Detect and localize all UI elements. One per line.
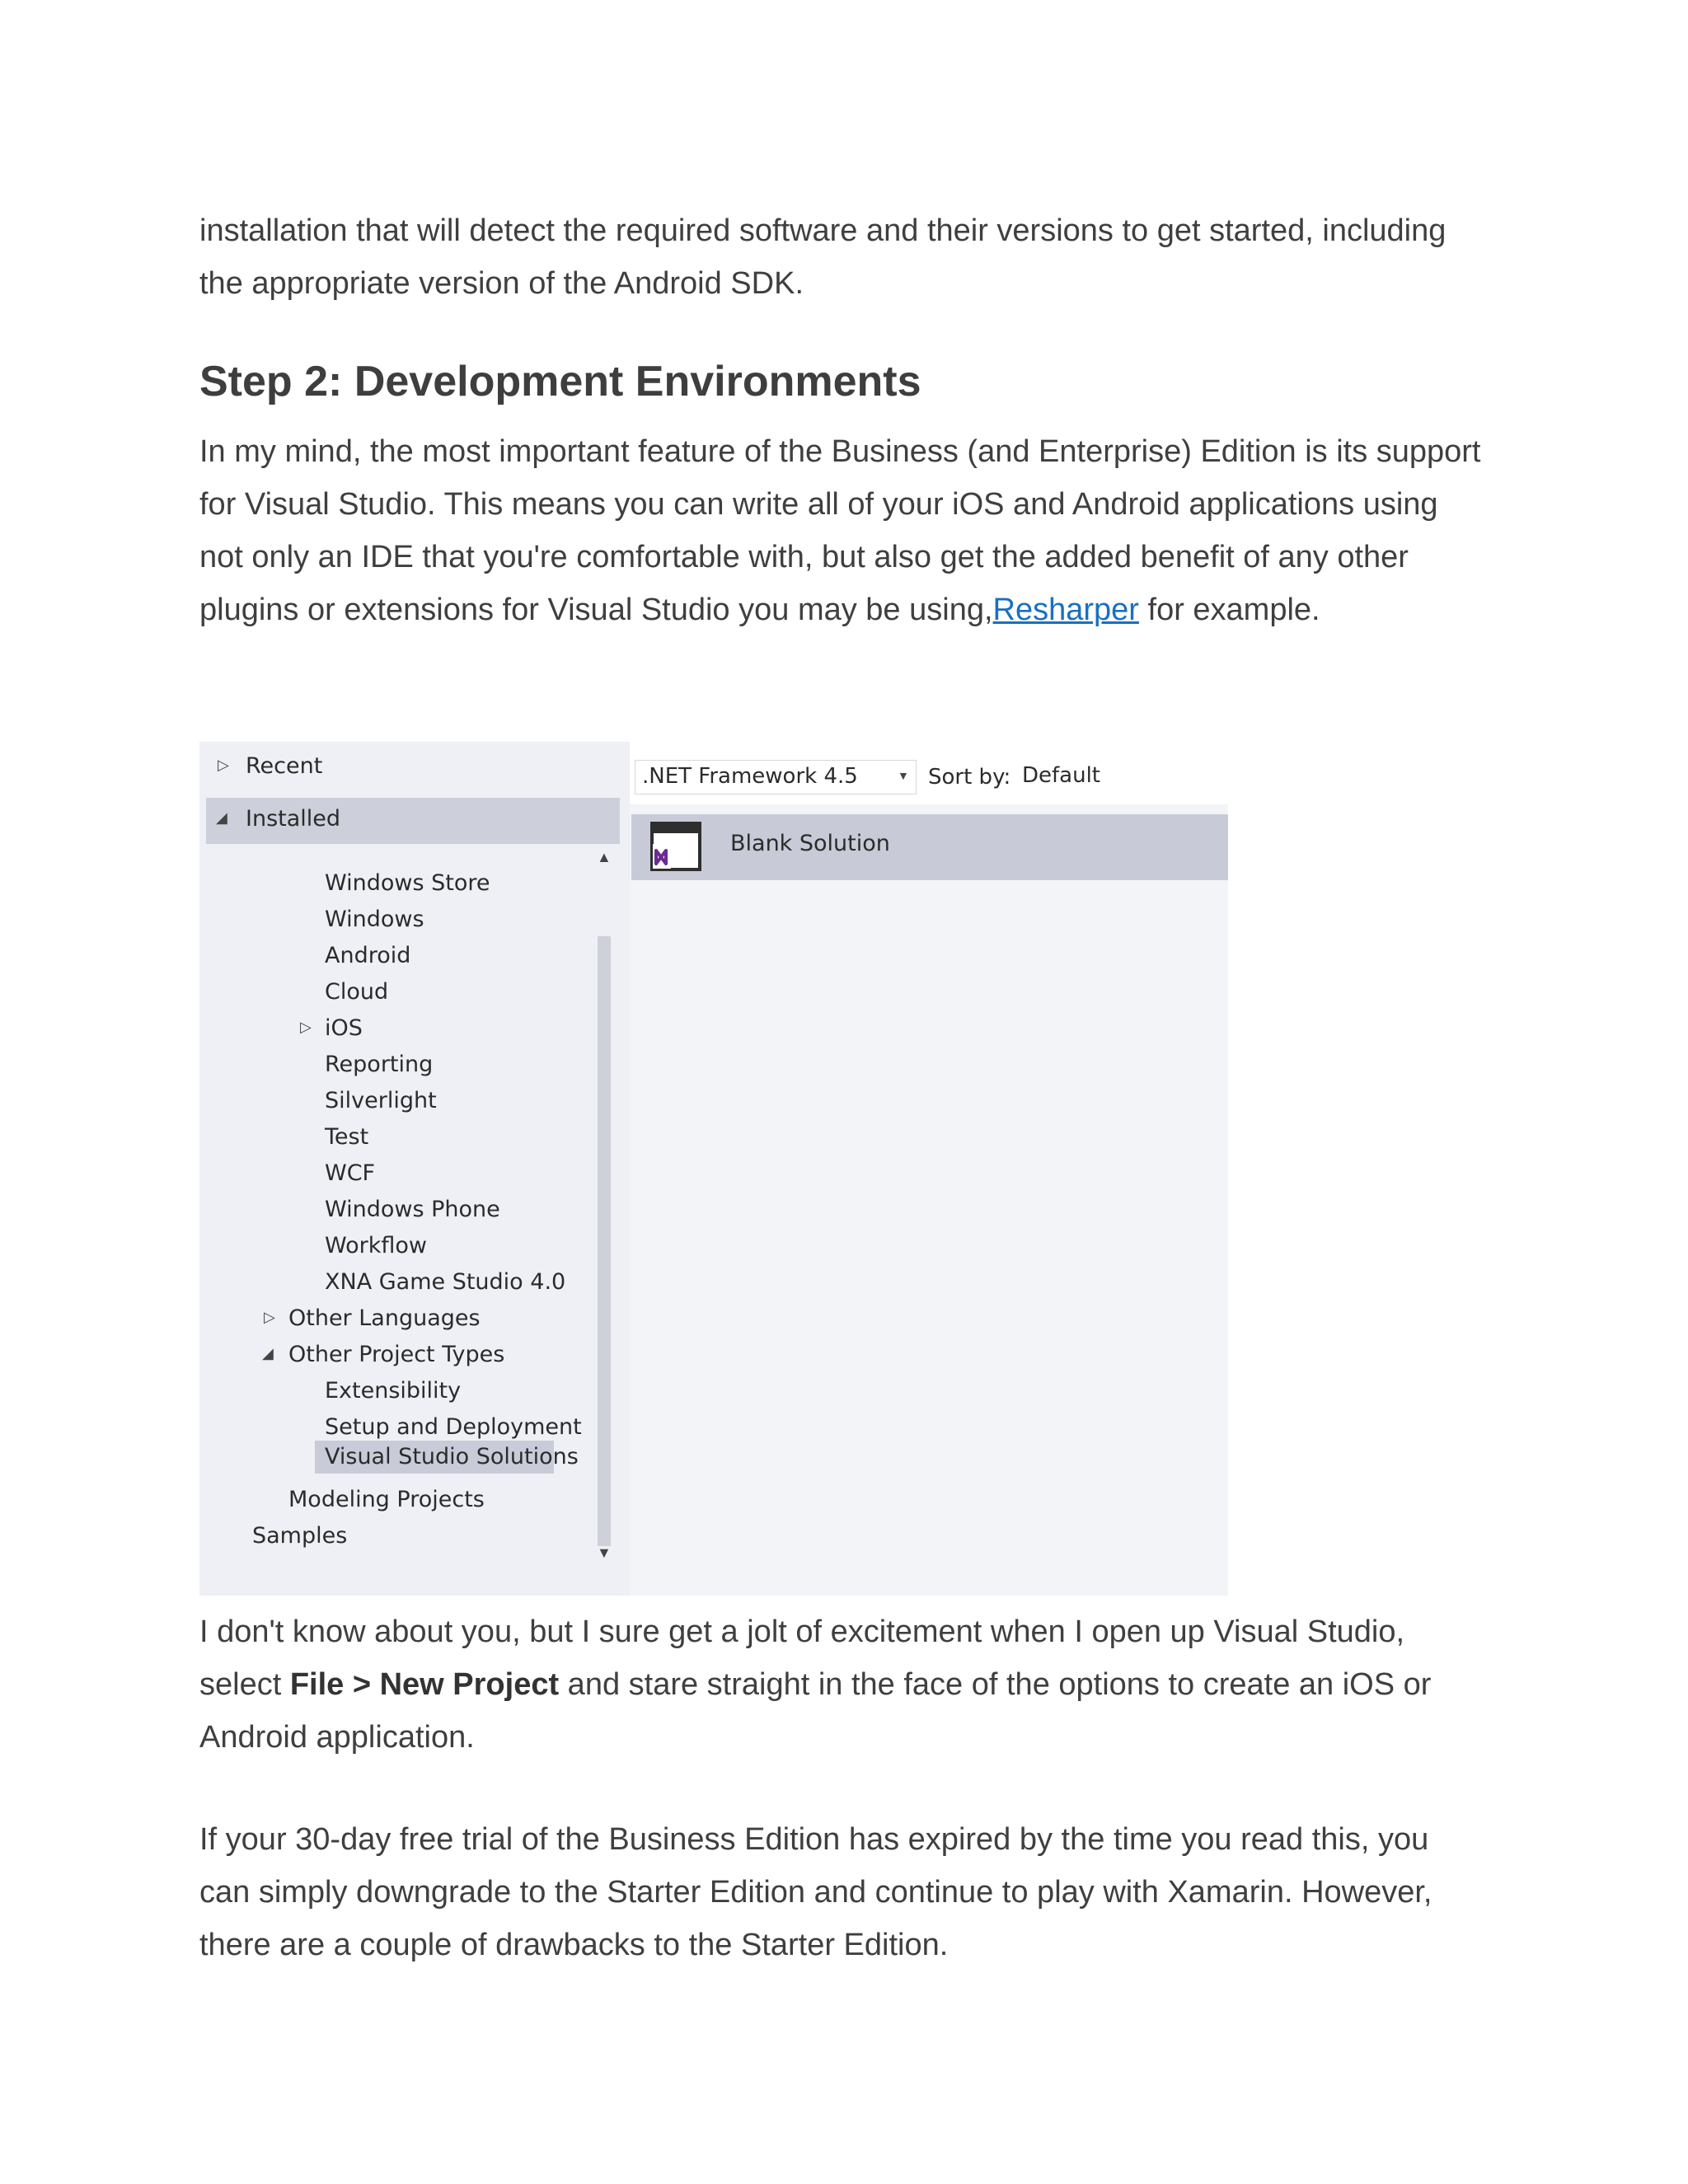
ide-paragraph-text: In my mind, the most important feature of the Business (and Enterprise) Edition is its support for Visual Studio. This means you can write all of your iOS and Android applications using not only an IDE that you're comfortable with, but also get the added benefit of any other plugins or extensions for Visual Studio you may be using, — [199, 434, 1481, 627]
tree-item[interactable]: Setup and Deployment — [325, 1414, 582, 1440]
framework-dropdown[interactable] — [635, 760, 917, 794]
trial-paragraph: If your 30-day free trial of the Business Edition has expired by the time you read this, you can simply downgrade to the Starter Edition and continue to play with Xamarin. However, there are a couple of drawbacks to the Starter Edition. — [199, 1822, 1432, 1962]
excitement-paragraph — [199, 1605, 1485, 1764]
tree-recent[interactable]: Recent — [246, 753, 323, 779]
sort-value: Default — [1022, 763, 1100, 788]
tree-item[interactable]: Silverlight — [325, 1088, 437, 1113]
tree-samples[interactable]: Samples — [252, 1523, 348, 1549]
tree-item[interactable]: Cloud — [325, 979, 389, 1005]
ide-paragraph — [199, 425, 1485, 636]
tree-other-languages[interactable]: Other Languages — [288, 1305, 481, 1331]
tree-item[interactable]: Extensibility — [325, 1378, 462, 1404]
excitement-tail: and stare straight in the face of the options to create an iOS or Android application. — [199, 1667, 1432, 1755]
expand-arrow-icon[interactable]: ▷ — [218, 757, 229, 773]
tree-item[interactable]: Windows — [325, 907, 424, 932]
tree-item-selected[interactable]: Visual Studio Solutions — [325, 1444, 579, 1469]
tree-item[interactable]: Workflow — [325, 1233, 427, 1258]
resharper-link[interactable]: Resharper — [992, 593, 1139, 627]
tree-item[interactable]: Windows Store — [325, 870, 490, 896]
tree-item[interactable]: Reporting — [325, 1052, 434, 1077]
tree-item[interactable]: Windows Phone — [325, 1197, 500, 1222]
scroll-down-icon[interactable]: ▼ — [597, 1544, 612, 1561]
new-project-dialog-screenshot — [199, 742, 1228, 1596]
collapse-arrow-icon[interactable]: ◢ — [262, 1345, 274, 1361]
scrollbar-thumb[interactable] — [598, 936, 611, 1546]
expand-arrow-icon[interactable]: ▷ — [300, 1019, 312, 1035]
tree-item[interactable]: Android — [325, 943, 411, 968]
template-name: Blank Solution — [730, 831, 890, 856]
expand-arrow-icon[interactable]: ▷ — [264, 1309, 275, 1325]
template-row-selected[interactable] — [631, 814, 1228, 880]
ide-paragraph-tail: for example. — [1138, 593, 1320, 627]
tree-item[interactable]: WCF — [325, 1160, 376, 1186]
scroll-up-icon[interactable]: ▲ — [597, 849, 612, 865]
sort-label: Sort by: — [928, 765, 1011, 790]
visual-studio-solution-icon — [649, 821, 702, 872]
section-heading: Step 2: Development Environments — [199, 358, 921, 405]
tree-item[interactable]: XNA Game Studio 4.0 — [325, 1269, 566, 1295]
excitement-text: I don't know about you, but I sure get a jolt of excitement when I open up Visual Studio, select — [199, 1615, 1405, 1702]
collapse-arrow-icon[interactable]: ◢ — [216, 809, 227, 826]
menu-path: File > New Project — [289, 1667, 560, 1702]
tree-item[interactable]: Test — [325, 1124, 369, 1150]
tree-modeling-projects[interactable]: Modeling Projects — [288, 1487, 485, 1512]
template-tree-pane — [199, 742, 630, 1596]
tree-installed[interactable]: Installed — [246, 806, 341, 832]
dropdown-arrow-icon: ▼ — [898, 769, 909, 782]
tree-item[interactable]: iOS — [325, 1015, 363, 1041]
sort-dropdown[interactable] — [1015, 760, 1228, 793]
framework-value: .NET Framework 4.5 — [642, 764, 858, 789]
intro-paragraph: installation that will detect the required software and their versions to get started, including the appropriate version of the Android SDK. — [199, 213, 1447, 301]
tree-other-project-types[interactable]: Other Project Types — [288, 1342, 505, 1367]
